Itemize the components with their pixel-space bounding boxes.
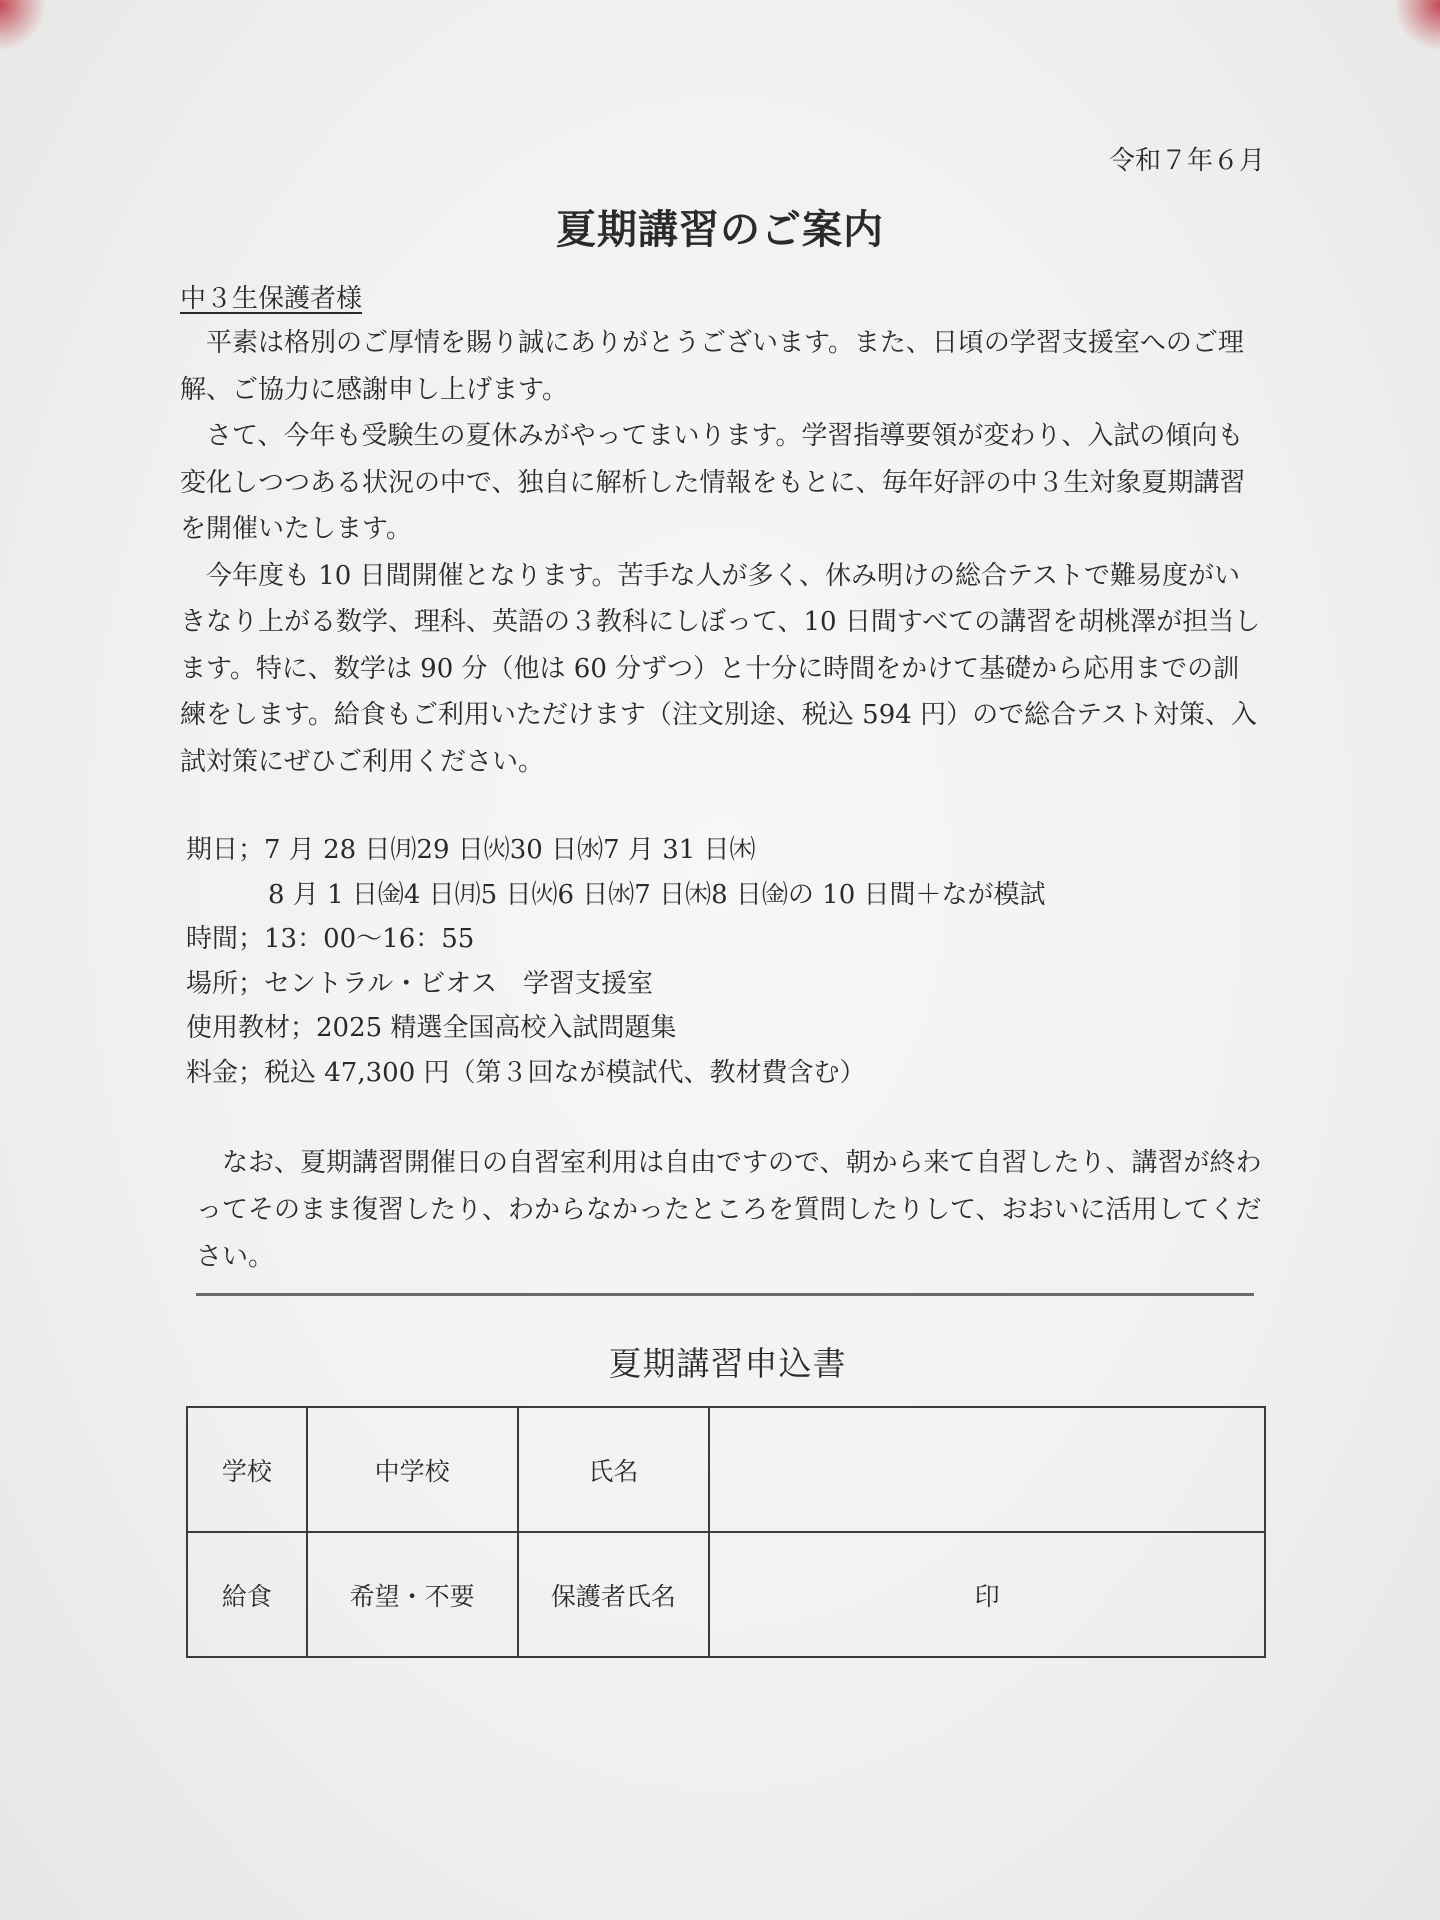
paragraph-announcement: さて、今年も受験生の夏休みがやってまいります。学習指導要領が変わり、入試の傾向も変化しつつある状況の中で、独自に解析した情報をもとに、毎年好評の中３生対象夏期講習を開催いたします。 <box>180 421 1246 544</box>
schedule-block <box>186 828 1276 1095</box>
paragraph-greeting: 平素は格別のご厚情を賜り誠にありがとうございます。また、日頃の学習支援室へのご理解、ご協力に感謝申し上げます。 <box>180 328 1244 405</box>
form-row-meal <box>187 1532 1265 1657</box>
page-title: 夏期講習のご案内 <box>556 206 884 253</box>
guardian-name-field[interactable] <box>709 1532 1265 1657</box>
school-label: 学校 <box>187 1407 307 1532</box>
meal-choice-field[interactable]: 希望・不要 <box>307 1532 518 1657</box>
corner-tape-right <box>1395 0 1440 50</box>
meal-label: 給食 <box>187 1532 307 1657</box>
seal-mark: 印 <box>974 1581 1000 1611</box>
schedule-fee: 料金；税込 47,300 円（第３回なが模試代、教材費含む） <box>186 1057 866 1088</box>
paragraph-details: 今年度も 10 日間開催となります。苦手な人が多く、休み明けの総合テストで難易度がいきなり上がる数学、理科、英語の３教科にしぼって、10 日間すべての講習を胡桃澤が担当します。特に、数学は 90 分（他は 60 分ずつ）と十分に時間をかけて基礎から応用までの訓練をします。給食もご利用いただけます（注文別途、税込 594 円）ので総合テスト対策、入試対策にぜひご利用ください。 <box>180 560 1261 777</box>
school-field[interactable]: 中学校 <box>307 1407 518 1532</box>
schedule-time: 時間；13：00～16：55 <box>186 924 475 954</box>
body-text <box>180 320 1265 785</box>
issue-date: 令和７年６月 <box>1108 146 1265 176</box>
application-form-title: 夏期講習申込書 <box>608 1344 847 1383</box>
form-row-school <box>187 1407 1265 1532</box>
salutation: 中３生保護者様 <box>180 284 363 314</box>
schedule-dates: 期日；7 月 28 日㈪29 日㈫30 日㈬7 月 31 日㈭ <box>186 835 756 865</box>
schedule-place: 場所；セントラル・ビオス 学習支援室 <box>186 968 653 999</box>
guardian-name-label: 保護者氏名 <box>518 1532 710 1657</box>
closing-paragraph: なお、夏期講習開催日の自習室利用は自由ですので、朝から来て自習したり、講習が終わってそのまま復習したり、わからなかったところを質問したりして、おおいに活用してください。 <box>196 1148 1262 1272</box>
cut-line-divider <box>196 1293 1254 1296</box>
schedule-materials: 使用教材；2025 精選全国高校入試問題集 <box>186 1013 677 1043</box>
name-field[interactable] <box>709 1407 1265 1532</box>
schedule-dates-continued: 8 月 1 日㈮4 日㈪5 日㈫6 日㈬7 日㈭8 日㈮の 10 日間＋なが模試 <box>268 879 1046 910</box>
application-form-table <box>186 1406 1266 1658</box>
corner-tape-left <box>0 0 45 50</box>
name-label: 氏名 <box>518 1407 710 1532</box>
closing-note <box>196 1140 1266 1281</box>
